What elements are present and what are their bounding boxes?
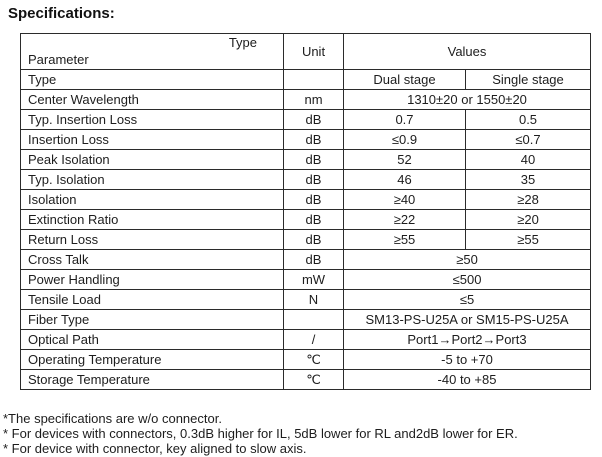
unit-cell: dB — [284, 110, 344, 130]
value-cell: SM13-PS-U25A or SM15-PS-U25A — [344, 310, 591, 330]
table-header-row — [21, 34, 591, 70]
dual-stage-cell: ≥22 — [344, 210, 466, 230]
unit-column-header: Unit — [284, 34, 344, 70]
parameter-cell: Extinction Ratio — [21, 210, 284, 230]
table-row — [21, 310, 591, 330]
table-row — [21, 330, 591, 350]
unit-cell: dB — [284, 170, 344, 190]
unit-cell: / — [284, 330, 344, 350]
dual-stage-cell: ≥55 — [344, 230, 466, 250]
unit-cell: N — [284, 290, 344, 310]
parameter-cell: Return Loss — [21, 230, 284, 250]
parameter-cell: Center Wavelength — [21, 90, 284, 110]
unit-cell: dB — [284, 230, 344, 250]
specifications-table — [20, 33, 591, 390]
single-stage-cell: Single stage — [466, 70, 591, 90]
table-row — [21, 250, 591, 270]
unit-cell: ℃ — [284, 370, 344, 390]
parameter-cell: Typ. Isolation — [21, 170, 284, 190]
parameter-cell: Fiber Type — [21, 310, 284, 330]
parameter-cell: Insertion Loss — [21, 130, 284, 150]
footnote-with-connectors: * For devices with connectors, 0.3dB higher for IL, 5dB lower for RL and2dB lower for ER. — [3, 426, 518, 441]
value-cell: 1310±20 or 1550±20 — [344, 90, 591, 110]
table-row — [21, 210, 591, 230]
footnote-no-connector: *The specifications are w/o connector. — [3, 411, 222, 426]
single-stage-cell: 35 — [466, 170, 591, 190]
values-column-header: Values — [344, 34, 591, 70]
parameter-cell: Storage Temperature — [21, 370, 284, 390]
single-stage-cell: ≥28 — [466, 190, 591, 210]
dual-stage-cell: ≥40 — [344, 190, 466, 210]
page-title: Specifications: — [8, 5, 115, 22]
table-row — [21, 110, 591, 130]
unit-cell: mW — [284, 270, 344, 290]
table-row — [21, 370, 591, 390]
single-stage-cell: 0.5 — [466, 110, 591, 130]
dual-stage-cell: ≤0.9 — [344, 130, 466, 150]
corner-parameter-label: Parameter — [28, 52, 89, 67]
parameter-cell: Cross Talk — [21, 250, 284, 270]
parameter-cell: Typ. Insertion Loss — [21, 110, 284, 130]
parameter-cell: Optical Path — [21, 330, 284, 350]
table-row — [21, 230, 591, 250]
value-cell: ≤500 — [344, 270, 591, 290]
table-row — [21, 150, 591, 170]
footnote-key-alignment: * For device with connector, key aligned to slow axis. — [3, 441, 307, 456]
table-row — [21, 130, 591, 150]
dual-stage-cell: Dual stage — [344, 70, 466, 90]
value-cell: ≤5 — [344, 290, 591, 310]
parameter-cell: Isolation — [21, 190, 284, 210]
unit-cell: dB — [284, 150, 344, 170]
spec-table-body — [21, 70, 591, 390]
unit-cell — [284, 70, 344, 90]
value-cell: -5 to +70 — [344, 350, 591, 370]
parameter-cell: Peak Isolation — [21, 150, 284, 170]
unit-cell: dB — [284, 250, 344, 270]
corner-type-label: Type — [228, 35, 257, 50]
corner-header-cell — [21, 34, 284, 70]
single-stage-cell: 40 — [466, 150, 591, 170]
table-row — [21, 190, 591, 210]
parameter-cell: Tensile Load — [21, 290, 284, 310]
value-cell: Port1→Port2→Port3 — [344, 330, 591, 350]
table-row — [21, 290, 591, 310]
table-row — [21, 270, 591, 290]
value-cell: ≥50 — [344, 250, 591, 270]
table-row — [21, 170, 591, 190]
single-stage-cell: ≥55 — [466, 230, 591, 250]
parameter-cell: Operating Temperature — [21, 350, 284, 370]
single-stage-cell: ≤0.7 — [466, 130, 591, 150]
parameter-cell: Type — [21, 70, 284, 90]
parameter-cell: Power Handling — [21, 270, 284, 290]
dual-stage-cell: 0.7 — [344, 110, 466, 130]
single-stage-cell: ≥20 — [466, 210, 591, 230]
unit-cell: nm — [284, 90, 344, 110]
unit-cell: dB — [284, 190, 344, 210]
dual-stage-cell: 46 — [344, 170, 466, 190]
footnotes — [3, 411, 518, 456]
table-row — [21, 70, 591, 90]
table-row — [21, 90, 591, 110]
unit-cell: dB — [284, 210, 344, 230]
unit-cell: ℃ — [284, 350, 344, 370]
unit-cell: dB — [284, 130, 344, 150]
table-row — [21, 350, 591, 370]
dual-stage-cell: 52 — [344, 150, 466, 170]
value-cell: -40 to +85 — [344, 370, 591, 390]
unit-cell — [284, 310, 344, 330]
